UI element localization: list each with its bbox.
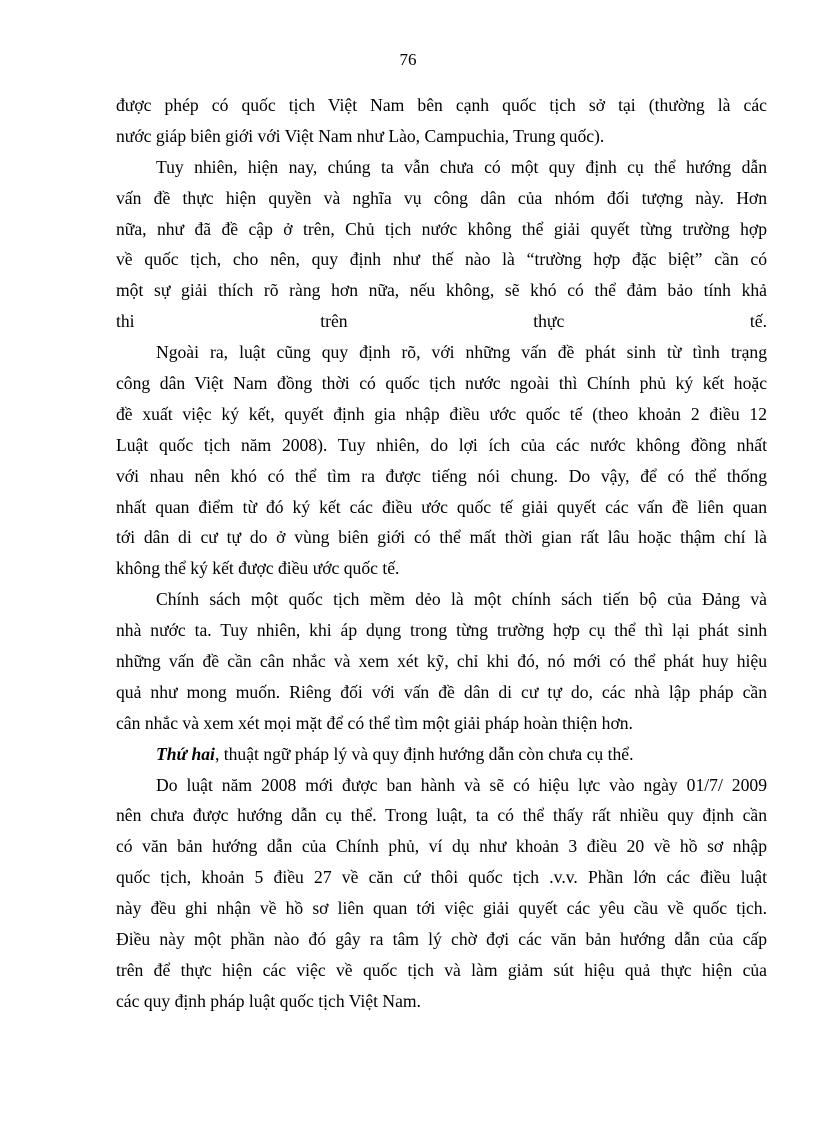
text-line: trên để thực hiện các việc về quốc tịch và làm giảm sút hiệu quả thực hiện của (116, 959, 767, 980)
text-line: nhà nước ta. Tuy nhiên, khi áp dụng trong từng trường hợp cụ thể thì lại phát sinh (116, 620, 767, 641)
text-line: không thể ký kết được điều ước quốc tế. (116, 558, 400, 579)
text-line: quả như mong muốn. Riêng đối với vấn đề dân di cư tự do, các nhà lập pháp cần (116, 681, 767, 702)
text-line (116, 739, 767, 770)
text-line: vấn đề thực hiện quyền và nghĩa vụ công dân của nhóm đối tượng này. Hơn (116, 187, 767, 208)
document-body (116, 90, 767, 1017)
text-line: Do luật năm 2008 mới được ban hành và sẽ có hiệu lực vào ngày 01/7/ 2009 (156, 774, 767, 795)
paragraph (116, 337, 767, 584)
text-line: này đều ghi nhận về hồ sơ liên quan tới việc giải quyết các yêu cầu về quốc tịch. (116, 898, 767, 919)
text-line: cân nhắc và xem xét mọi mặt để có thể tìm một giải pháp hoàn thiện hơn. (116, 712, 633, 733)
text-line: Điều này một phần nào đó gây ra tâm lý chờ đợi các văn bản hướng dẫn của cấp (116, 929, 767, 950)
paragraph (116, 739, 767, 770)
page-number: 76 (399, 50, 417, 69)
text-line: tới dân di cư tự do ở vùng biên giới có thể mất thời gian rất lâu hoặc thậm chí là (116, 527, 767, 548)
text-line: nên chưa được hướng dẫn cụ thể. Trong luật, ta có thể thấy rất nhiều quy định cần (116, 805, 767, 826)
paragraph (116, 584, 767, 738)
text-line: có văn bản hướng dẫn của Chính phủ, ví dụ như khoản 3 điều 20 về hồ sơ nhập (116, 836, 767, 857)
text-line: một sự giải thích rõ ràng hơn nữa, nếu không, sẽ khó có thể đảm bảo tính khả (116, 280, 767, 301)
text-run: , thuật ngữ pháp lý và quy định hướng dẫn còn chưa cụ thể. (214, 743, 634, 764)
text-line: công dân Việt Nam đồng thời có quốc tịch nước ngoài thì Chính phủ ký kết hoặc (116, 373, 767, 394)
text-line: nước giáp biên giới với Việt Nam như Lào, Campuchia, Trung quốc). (116, 125, 605, 146)
text-line: những vấn đề cần cân nhắc và xem xét kỹ, chỉ khi đó, nó mới có thể phát huy hiệu (116, 651, 767, 672)
text-line: nhất quan điểm từ đó ký kết các điều ước quốc tế giải quyết các vấn đề liên quan (116, 496, 767, 517)
text-line: thi trên thực tế. (116, 311, 767, 332)
emphasis-label: Thứ hai (156, 743, 215, 764)
text-line: Luật quốc tịch năm 2008). Tuy nhiên, do lợi ích của các nước không đồng nhất (116, 434, 767, 455)
text-line: Tuy nhiên, hiện nay, chúng ta vẫn chưa có một quy định cụ thể hướng dẫn (156, 156, 767, 177)
text-line: Ngoài ra, luật cũng quy định rõ, với những vấn đề phát sinh từ tình trạng (156, 342, 767, 363)
text-line: về quốc tịch, cho nên, quy định như thế nào là “trường hợp đặc biệt” cần có (116, 249, 767, 270)
paragraph (116, 770, 767, 1017)
paragraph (116, 152, 767, 337)
text-line: với nhau nên khó có thể tìm ra được tiếng nói chung. Do vậy, để có thể thống (116, 465, 767, 486)
text-line: Chính sách một quốc tịch mềm dẻo là một chính sách tiến bộ của Đảng và (156, 589, 767, 610)
text-line: đề xuất việc ký kết, quyết định gia nhập điều ước quốc tế (theo khoản 2 điều 12 (116, 403, 767, 424)
text-line: nữa, như đã đề cập ở trên, Chủ tịch nước không thể giải quyết từng trường hợp (116, 218, 767, 239)
text-line: được phép có quốc tịch Việt Nam bên cạnh quốc tịch sở tại (thường là các (116, 95, 767, 115)
paragraph (116, 90, 767, 152)
text-line: quốc tịch, khoản 5 điều 27 về căn cứ thôi quốc tịch .v.v. Phần lớn các điều luật (116, 867, 767, 888)
text-line: các quy định pháp luật quốc tịch Việt Nam. (116, 990, 421, 1011)
